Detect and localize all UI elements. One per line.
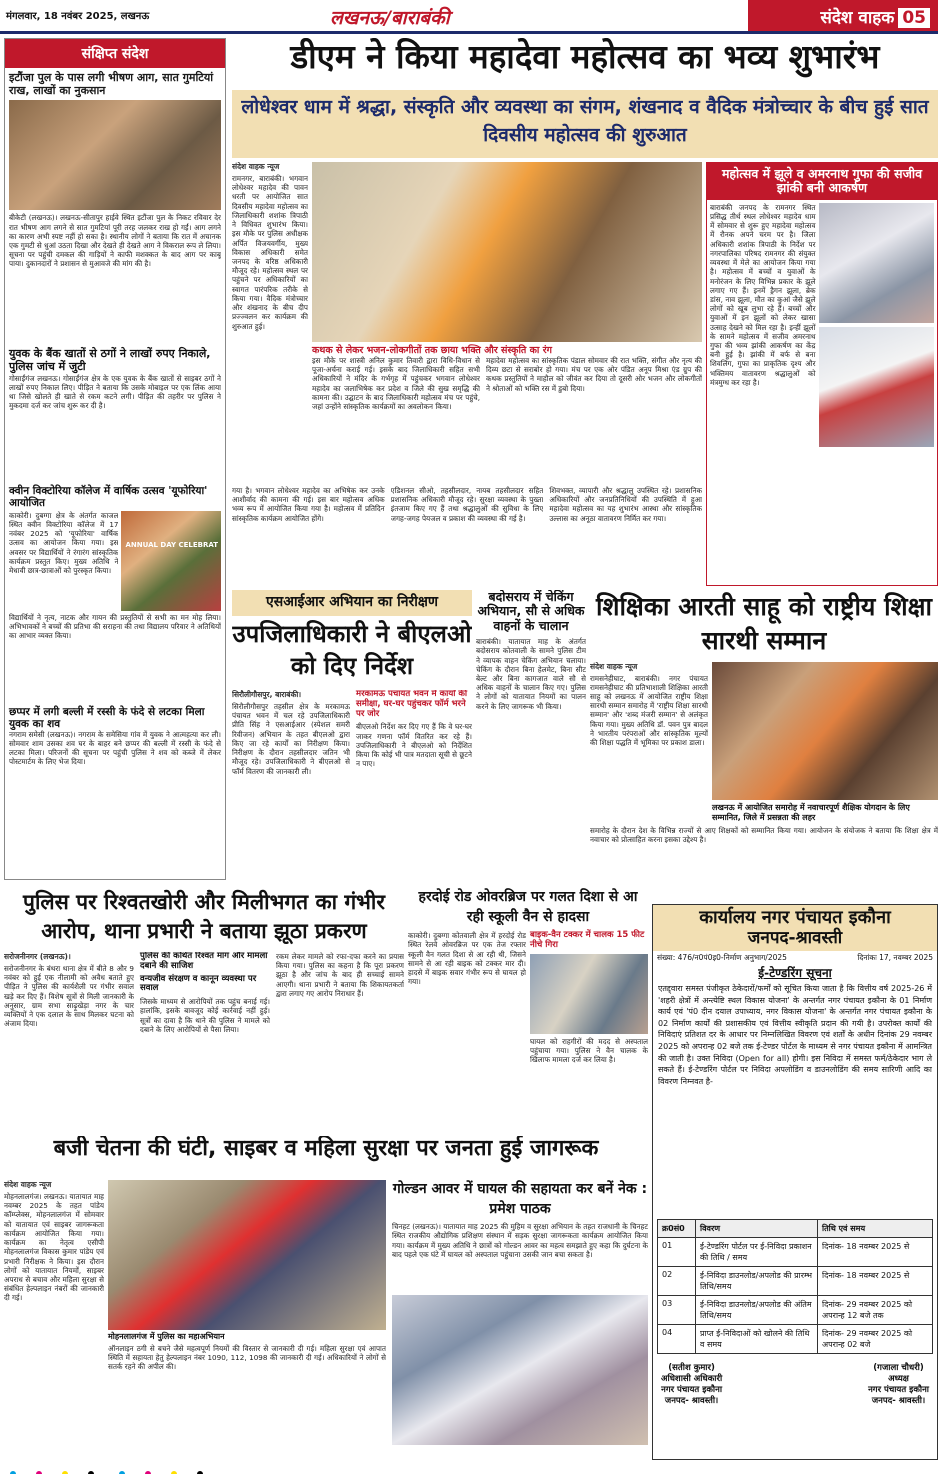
sir-banner: एसआईआर अभियान का निरीक्षण: [265, 594, 438, 610]
brand-name: संदेश वाहक: [820, 8, 895, 28]
sig2-dist: जनपद- श्रावस्ती।: [871, 1396, 926, 1407]
caption-text-wrap: [486, 356, 702, 446]
golden-body: चिनहट (लखनऊ)। यातायात माह 2025 की मुहिम व सुरक्षा अभियान के तहत राजधानी के चिनहट स्थित राजकीय औद्योगिक प्रशिक्षण संस्थान में सड़क सुरक्षा जागरूकता कार्यक्रम आयोजित किया गया। कार्यक्रम में मुख्य अतिथि ने छात्रों को गोल्डन आवर का महत्व समझाते हुए कहा कि दुर्घटना के बाद पहले एक घंटे में घायल को अस्पताल पहुंचाना उसकी जान बचा सकता है।: [392, 1222, 648, 1259]
brief-2-body: गोसाईंगंज लखनऊ। गोसाईंगंज क्षेत्र के एक युवक के बैंक खातों से साइबर ठगों ने लाखों रुपए निकाल लिए। पीड़ित ने बताया कि उसके मोबाइल पर एक लिंक आया था जिसे खोलते ही खाते से रकम कटने लगी। पीड़ित की तहरीर पर पुलिस ने मुकदमा दर्ज कर जांच शुरू कर दी है।: [9, 373, 221, 411]
police-headline-box: [4, 888, 404, 950]
table-row: [658, 1325, 933, 1354]
lead-col-4: एडिशनल सीओ, तहसीलदार, नायब तहसीलदार सहित प्रशासनिक अधिकारी मौजूद रहे। सुरक्षा व्यवस्था के पुख्ता इंतजाम किए गए हैं तथा श्रद्धालुओं की सुविधा के लिए जगह-जगह पेयजल व प्रकाश की व्यवस्था की गई है।: [390, 486, 544, 523]
police-quote-1: पुलिस की कथित रिश्वत मांग और मामला दबाने की साजिश: [140, 952, 268, 971]
tender-heading: ई-टेण्डरिंग सूचना: [758, 966, 832, 981]
lead-col-5: शिवभक्त, व्यापारी और श्रद्धालु उपस्थित रहे। प्रशासनिक अधिकारियों और जनप्रतिनिधियों की उपस्थिति में हुआ महादेवा महोत्सव का यह शुभारंभ आस्था और सांस्कृतिक उल्लास का अनूठा वातावरण निर्मित कर गया।: [549, 486, 702, 523]
lead-headline-box: [232, 38, 938, 84]
lead-subhead-box: [232, 90, 938, 158]
bell-headline-box: [4, 1136, 648, 1176]
sir-banner-box: [232, 590, 472, 616]
table-cell: ई-टेण्डरिंग पोर्टल पर ई-निविदा प्रकाशन की तिथि / समय: [696, 1238, 818, 1267]
page-header: [0, 0, 938, 34]
sir-body-2: बीएलओ निर्देश कर दिए गए हैं कि वे घर-घर जाकर गणना फॉर्म वितरित कर रहे हैं। उपजिलाधिकारी ने बीएलओ को निर्देशित किया कि कोई भी पात्र मतदाता सूची से छूटने न पाए।: [356, 722, 472, 769]
golden-hour-photo: [392, 1295, 648, 1445]
jhula-box: [706, 162, 938, 586]
table-cell: ई-निविदा डाउनलोड/अपलोड की प्रारम्भ तिथि/समय: [696, 1267, 818, 1296]
brief-3-body: काकोरी। दुबग्गा क्षेत्र के अंतर्गत काजल स्थित क्वीन विक्टोरिया कॉलेज में 17 नवंबर 2025 को 'यूफोरिया' वार्षिक उत्सव का आयोजन किया गया। इस अवसर पर विद्यार्थियों ने रंगारंग सांस्कृतिक कार्यक्रम प्रस्तुत किए। मुख्य अतिथि ने मेधावी छात्र-छात्राओं को पुरस्कृत किया।: [9, 510, 119, 575]
sir-body: सिरौलीगौसपुर तहसील क्षेत्र के मरकामऊ पंचायत भवन में चल रहे उपजिलाधिकारी प्रीति सिंह ने एसआईआर (स्पेशल समरी रिवीजन) अभियान के तहत बीएलओ द्वारा किए जा रहे कार्यों का निरीक्षण किया। निरीक्षण के दौरान तहसीलदार जतिन भी मौजूद रहे। उपजिलाधिकारी ने बीएलओ से फॉर्म वितरण की जानकारी ली।: [232, 702, 350, 776]
lead-col-2-wrap: [312, 356, 480, 486]
table-row: [658, 1296, 933, 1325]
hardoi-story: [408, 888, 648, 1132]
sir-quote: मरकामऊ पंचायत भवन में कार्यों की समीक्षा, घर-घर पहुंचकर फॉर्म भरने पर जोर: [356, 690, 468, 719]
page-number: 05: [898, 8, 930, 28]
sig2-role: अध्यक्ष: [888, 1374, 909, 1385]
table-cell: दिनांक- 29 नवम्बर 2025 को अपरान्ह 02 बजे: [818, 1325, 933, 1354]
awareness-photo: [108, 1180, 386, 1330]
sir-headline-box: [232, 618, 472, 688]
lead-lower-cols: [232, 486, 702, 582]
brief-2-headline: युवक के बैंक खातों से ठगों ने लाखों रुपए निकाले, पुलिस जांच में जुटी: [9, 347, 211, 373]
lead-col-2: इस मौके पर शास्त्री अनिल कुमार तिवारी द्वारा विधि-विधान से पूजा-अर्चना कराई गई। इसके बाद जिलाधिकारी सहित सभी अधिकारियों ने मंदिर के गर्भगृह में पहुंचकर भगवान लोधेश्वर महादेव का जलाभिषेक कर प्रदेश व जिले की सुख समृद्धि की कामना की। उद्घाटन के बाद जिलाधिकारी महोत्सव मंच पर पहुंचे, जहां उन्होंने सांस्कृतिक कार्यक्रमों का अवलोकन किया।: [312, 356, 480, 412]
lead-byline: संदेश वाहक न्यूज: [232, 162, 280, 171]
sir-byline: सिरौलीगौसपुर, बाराबंकी।: [232, 690, 302, 699]
photo-caption: कथक से लेकर भजन-लोकगीतों तक छाया भक्ति और संस्कृति का रंग: [312, 345, 552, 356]
police-byline: सरोजनीनगर (लखनऊ)।: [4, 952, 71, 961]
sidebar-title: संक्षिप्त संदेश: [5, 39, 225, 68]
print-registration: [0, 1464, 938, 1474]
sir-headline: उपजिलाधिकारी ने बीएलओ को दिए निर्देश: [232, 620, 472, 681]
hardoi-headline: हरदोई रोड ओवरब्रिज पर गलत दिशा से आ रही स्कूली वैन से हादसा: [418, 889, 638, 925]
masthead: [748, 0, 938, 31]
table-cell: 03: [658, 1296, 696, 1325]
brief-4-headline: छप्पर में लगी बल्ली में रस्सी के फंदे से लटका मिला युवक का शव: [9, 705, 205, 730]
sir-body-wrap: [232, 690, 472, 886]
sig1-dist: जनपद- श्रावस्ती।: [664, 1396, 719, 1407]
accident-photo: [530, 954, 648, 1034]
tender-col-header: क्र0सं0: [658, 1220, 696, 1238]
tender-schedule-table: [657, 1219, 933, 1354]
table-row: [658, 1238, 933, 1267]
lead-headline: डीएम ने किया महादेवा महोत्सव का भव्य शुभारंभ: [290, 38, 880, 76]
brief-3-headline: क्वीन विक्टोरिया कॉलेज में वार्षिक उत्सव 'यूफोरिया' आयोजित: [9, 484, 208, 509]
lead-col-3: गया है। भगवान लोधेश्वर महादेव का अभिषेक कर उनके आशीर्वाद की कामना की गई। इस बार महोत्सव अधिक भव्य रूप में आयोजित किया गया है। महोत्सव में प्रतिदिन सांस्कृतिक कार्यक्रम आयोजित होंगे।: [232, 486, 385, 523]
brief-1-headline: इटौंजा पुल के पास लगी भीषण आग, सात गुमटियां राख, लाखों का नुकसान: [9, 71, 214, 97]
bell-story: [4, 1180, 388, 1464]
aarti-caption: लखनऊ में आयोजित समारोह में नवाचारपूर्ण शैक्षिक योगदान के लिए सम्मानित, जिले में प्रसन्नता की लहर: [712, 802, 910, 822]
edition-city: लखनऊ/बाराबंकी: [330, 7, 450, 29]
sig1-org: नगर पंचायत इकौना: [661, 1385, 723, 1396]
tender-col-header: विवरण: [696, 1220, 818, 1238]
award-photo: [712, 662, 938, 800]
tender-title: कार्यालय नगर पंचायत इकौना: [699, 907, 891, 928]
brief-4-body: नगराम समेसी (लखनऊ)। नगराम के समेसिया गांव में युवक ने आत्महत्या कर ली। सोमवार शाम उसका शव घर के बाहर बने छप्पर की बल्ली में रस्सी के फंदे से लटका मिला। परिजनों की सूचना पर पहुंची पुलिस ने शव को कब्जे में लेकर पोस्टमार्टम के लिए भेज दिया।: [9, 729, 221, 767]
bell-headline: बजी चेतना की घंटी, साइबर व महिला सुरक्षा पर जनता हुई जागरूक: [53, 1136, 599, 1161]
sig1-role: अधिशासी अधिकारी: [661, 1374, 723, 1385]
issue-date: मंगलवार, 18 नवंबर 2025, लखनऊ: [6, 11, 150, 22]
brief-1-body: बीकेटी (लखनऊ)। लखनऊ-सीतापुर हाईवे स्थित इटौंजा पुल के निकट रविवार देर रात भीषण आग लगने से सात गुमटियां पूरी तरह जलकर राख हो गईं। आग लगने का कारण अभी स्पष्ट नहीं हो सका है। स्थानीय लोगों ने बताया कि रात में अचानक एक गुमटी से धुआं उठता दिखा और देखते ही देखते आग ने विकराल रूप ले लिया। सूचना पर पहुंची दमकल की गाड़ियों ने काफी मशक्कत के बाद आग पर काबू पाया। दुकानदारों ने प्रशासन से मुआवजे की मांग की है।: [9, 213, 221, 269]
aarti-body-2: समारोह के दौरान देश के विभिन्न राज्यों से आए शिक्षकों को सम्मानित किया गया। आयोजन के संयोजक ने बताया कि शिक्षा क्षेत्र में नवाचार को प्रोत्साहित करना इसका उद्देश्य है।: [590, 825, 938, 844]
police-body-wrap: [4, 952, 404, 1132]
vehicle-headline: बदोसराय में चेकिंग अभियान, सौ से अधिक वाहनों के चालान: [477, 590, 585, 633]
police-quote-2: वन्यजीव संरक्षण व कानून व्यवस्था पर सवाल: [140, 973, 257, 994]
sig2-org: नगर पंचायत इकौना: [868, 1385, 929, 1396]
table-cell: प्राप्त ई-निविदाओं को खोलने की तिथि व समय: [696, 1325, 818, 1354]
hardoi-quote: बाइक-वैन टक्कर में चालक 15 फीट नीचे गिरा: [530, 930, 645, 950]
hardoi-body-2: घायल को राहगीरों की मदद से अस्पताल पहुंचाया गया। पुलिस ने वैन चालक के खिलाफ मामला दर्ज कर लिया है।: [530, 1036, 648, 1065]
tender-subtitle: जनपद-श्रावस्ती: [747, 927, 843, 948]
signatory-2: [868, 1362, 929, 1406]
bell-caption: मोहनलालगंज में पुलिस का महाअभियान: [108, 1332, 225, 1341]
sig1-name: (सतीश कुमार): [668, 1363, 715, 1374]
vehicle-body: बाराबंकी। यातायात माह के अंतर्गत बदोसराय कोतवाली के सामने पुलिस टीम ने व्यापक वाहन चेकिंग अभियान चलाया। चेकिंग के दौरान बिना हेलमेट, बिना सीट बेल्ट और बिना कागजात वाले सौ से अधिक वाहनों के चालान किए गए। पुलिस ने लोगों को यातायात नियमों का पालन करने के लिए जागरूक भी किया।: [476, 637, 586, 711]
jhula-headline: महोत्सव में झूले व अमरनाथ गुफा की सजीव झांकी बनी आकर्षण: [707, 163, 937, 200]
sig2-name: (गजाला चौधरी): [873, 1363, 924, 1374]
police-headline: पुलिस पर रिश्वतखोरी और मिलीभगत का गंभीर आरोप, थाना प्रभारी ने बताया झूठा प्रकरण: [23, 890, 385, 944]
fire-photo: [9, 100, 221, 210]
golden-headline: गोल्डन आवर में घायल की सहायता कर बनें नेक : प्रमेश पाठक: [392, 1181, 648, 1217]
amarnath-cave-photo: [819, 327, 934, 447]
bell-body-2: ऑनलाइन ठगी से बचने जैसे महत्वपूर्ण नियमों की विस्तार से जानकारी दी गई। महिला सुरक्षा एवं आपात स्थिति में सहायता हेतु हेल्पलाइन नंबर 1090, 112, 1098 की जानकारी दी गई। अधिकारियों ने लोगों से सतर्क रहने की अपील की।: [108, 1344, 386, 1372]
vehicle-check-story: [476, 590, 586, 886]
police-body: सरोजनीनगर के बंथरा थाना क्षेत्र में बीते 8 और 9 नवंबर को हुई एक नीलामी को अवैध बताते हुए पीड़ित ने पुलिस की कार्यशैली पर गंभीर सवाल खड़े कर दिए हैं। विशेष सूत्रों से मिली जानकारी के अनुसार, ग्राम सभा साढ़ूखेड़ा नगर के चार व्यक्तियों ने एक दलाल के साथ मिलकर घटना को अंजाम दिया।: [4, 964, 134, 1029]
lead-subhead: लोधेश्वर धाम में श्रद्धा, संस्कृति और व्यवस्था का संगम, शंखनाद व वैदिक मंत्रोच्चार के बीच हुई सात दिवसीय महोत्सव की शुरुआत: [241, 96, 929, 146]
table-cell: दिनांक- 29 नवम्बर 2025 को अपरान्ह 12 बजे तक: [818, 1296, 933, 1325]
annual-day-banner: ANNUAL DAY CELEBRAT: [125, 540, 218, 549]
annual-day-photo: [121, 511, 221, 611]
bell-body: मोहनलालगंज। लखनऊ। यातायात माह नवम्बर 2025 के तहत पांडेय कॉम्प्लेक्स, मोहनलालगंज में सोमवार को यातायात एवं साइबर जागरूकता कार्यक्रम आयोजित किया गया। कार्यक्रम का नेतृत्व एसीपी मोहनलालगंज विकास कुमार पांडेय एवं प्रभारी निरीक्षक ने किया। इस दौरान लोगों को यातायात नियमों, साइबर अपराध से बचाव और महिला सुरक्षा से संबंधित हेल्पलाइन नंबरों की जानकारी दी गई।: [4, 1192, 104, 1303]
police-body-3: रकम लेकर मामले को रफा-दफा करने का प्रयास किया गया। पुलिस का कहना है कि पूरा प्रकरण झूठा है और जांच के बाद ही सच्चाई सामने आएगी। थाना प्रभारी ने बताया कि शिकायतकर्ता द्वारा लगाए गए आरोप निराधार हैं।: [276, 952, 404, 998]
hardoi-body: काकोरी। दुबग्गा कोतवाली क्षेत्र में हरदोई रोड स्थित रेलवे ओवरब्रिज पर एक तेज रफ्तार स्कूली वैन गलत दिशा से आ रही थी, जिसने सामने से आ रही बाइक को टक्कर मार दी। हादसे में बाइक सवार गंभीर रूप से घायल हो गया।: [408, 931, 526, 987]
table-row: [658, 1267, 933, 1296]
tender-date: दिनांकः 17, नवम्बर 2025: [857, 953, 933, 963]
table-cell: 01: [658, 1238, 696, 1267]
tender-notice: [652, 904, 938, 1460]
police-body-2: जिसके माध्यम से आरोपियों तक पहुंच बनाई गई। हालांकि, इसके बावजूद कोई कार्रवाई नहीं हुई। सूत्रों का दावा है कि थाने की पुलिस ने मामले को दबाने के लिए आरोपियों से पैसा लिया।: [140, 997, 270, 1034]
table-cell: दिनांक- 18 नवम्बर 2025 से: [818, 1267, 933, 1296]
dm-inauguration-photo: [312, 162, 702, 342]
photo-caption-text: महादेवा महोत्सव का सांस्कृतिक पंडाल सोमवार की रात भक्ति, संगीत और नृत्य की दिव्य छटा से सराबोर हो गया। मंच पर एक ओर पंडित अनूप मिश्रा एंड ग्रुप की कथक प्रस्तुतियों ने माहौल को जीवंत कर दिया तो दूसरी ओर भजन और लोकगीतों ने श्रोताओं को भक्ति रस में डुबो दिया।: [486, 356, 702, 393]
briefs-sidebar: संक्षिप्त संदेश इटौंजा पुल के पास लगी भीषण आग, सात गुमटियां राख, लाखों का नुकसान बीकेटी (लखनऊ)। लखनऊ-सीतापुर हाईवे स्थित इटौंजा पुल के निकट रविवार देर रात भीषण आग लगने से सात गुमटियां पूरी तरह जलकर राख हो गईं। आग लगने का कारण अभी स्पष्ट नहीं हो सका है। स्थानीय लोगों ने बताया कि रात में अचानक एक गुमटी से धुआं उठता दिखा और देखते ही देखते आग ने विकराल रूप ले लिया। सूचना पर पहुंची दमकल की गाड़ियों ने काफी मशक्कत के बाद आग पर काबू पाया। दुकानदारों ने प्रशासन से मुआवजे की मांग की है। युवक के बैंक खातों से ठगों ने लाखों रुपए निकाले, पुलिस जांच में जुटी गोसाईंगंज लखनऊ। गोसाईंगंज क्षेत्र के एक युवक के बैंक खातों से साइबर ठगों ने लाखों रुपए निकाल लिए। पीड़ित ने बताया कि उसके मोबाइल पर एक लिंक आया था जिसे खोलते ही खाते से रकम कटने लगी। पीड़ित की तहरीर पर पुलिस ने मुकदमा दर्ज कर जांच शुरू कर दी है। क्वीन विक्टोरिया कॉलेज में वार्षिक उत्सव 'यूफोरिया' आयोजित काकोरी। दुबग्गा क्षेत्र के अंतर्गत काजल स्थित क्वीन विक्टोरिया कॉलेज में 17 नवंबर 2025 को 'यूफोरिया' वार्षिक उत्सव का आयोजन किया गया। इस अवसर पर विद्यार्थियों ने रंगारंग सांस्कृतिक कार्यक्रम प्रस्तुत किए। मुख्य अतिथि ने मेधावी छात्र-छात्राओं को पुरस्कृत किया। ANNUAL DAY CELEBRAT विद्यार्थियों ने नृत्य, नाटक और गायन की प्रस्तुतियों से सभी का मन मोह लिया। अभिभावकों ने बच्चों की प्रतिभा की सराहना की तथा विद्यालय परिवार ने अतिथियों का आभार व्यक्त किया। छप्पर में लगी बल्ली में रस्सी के फंदे से लटका मिला युवक का शव नगराम समेसी (लखनऊ)। नगराम के समेसिया गांव में युवक ने आत्महत्या कर ली। सोमवार शाम उसका शव घर के बाहर बने छप्पर की बल्ली में रस्सी के फंदे से लटका मिला। परिजनों की सूचना पर पहुंची पुलिस ने शव को कब्जे में लेकर पोस्टमार्टम के लिए भेज दिया।: [4, 38, 226, 880]
bell-byline: संदेश वाहक न्यूज: [4, 1180, 52, 1189]
golden-story: [392, 1180, 648, 1464]
table-cell: दिनांक- 18 नवम्बर 2025 से: [818, 1238, 933, 1267]
aarti-byline: संदेश वाहक न्यूज: [590, 661, 638, 671]
tender-body: एतद्द्वारा समस्त पंजीकृत ठेकेदारों/फर्मों को सूचित किया जाता है कि वित्तीय वर्ष 2025-26 में 'शहरी क्षेत्रों में अन्त्येष्टि स्थल विकास योजना' के अन्तर्गत नगर पंचायत इकौना के 01 निर्माण कार्य एवं 'पं0 दीन दयाल उपाध्याय, नगर विकास योजना' के अन्तर्गत नगर पंचायत इकौना के 02 निर्माण कार्यों की प्रशासकीय एवं वित्तीय स्वीकृति प्रदान की गयी है। उपरोक्त कार्यों की निविदाएं प्रतिशत दर के आधार पर निम्नलिखित विवरण एवं शर्तों के अधीन दिनांक 29 नवम्बर 2025 को अपरान्ह 02 बजे तक ई-टेण्डर पोर्टल के माध्यम से नगर पंचायत इकौना में आमन्त्रित की जाती है। उक्त निविदा (Open for all) होगी। इस निविदा में समस्त फर्म/ठेकेदार भाग ले सकते हैं। ई-टेण्डरिंग पोर्टल पर निविदा अपलोडिंग व डाउनलोडिंग की समय सारिणी आदि का विवरण निम्नवत है-: [658, 984, 932, 1086]
jhula-body: बाराबंकी जनपद के रामनगर स्थित प्रसिद्ध तीर्थ स्थल लोधेश्वर महादेव धाम में सोमवार से शुरू हुए महादेवा महोत्सव में रौनक अपने चरम पर है। जिला अधिकारी शशांक त्रिपाठी के निर्देश पर नगरपालिका परिषद रामनगर की संयुक्त व्यवस्था में मेले का आयोजन किया गया है। महोत्सव में बच्चों व युवाओं के मनोरंजन के लिए विभिन्न प्रकार के झूले लगाए गए हैं। इनमें ड्रैगन झूला, ब्रेक डांस, नाव झूला, मौत का कुआं जैसे झूले लोगों को खूब लुभा रहे हैं। बच्चों और युवाओं में इन झूलों को लेकर खासा उत्साह देखने को मिल रहा है। इन्हीं झूलों के सामने महोत्सव में सजीव अमरनाथ गुफा की भव्य झांकी आकर्षण का केंद्र बनी हुई है। झांकी में बर्फ से बना शिवलिंग, गुफा का प्राकृतिक दृश्य और भक्तिमय वातावरण श्रद्धालुओं को मंत्रमुग्ध कर रहा है।: [710, 202, 816, 387]
signatory-1: [661, 1362, 722, 1406]
table-cell: 02: [658, 1267, 696, 1296]
lead-col-1: रामनगर, बाराबंकी। भगवान लोधेश्वर महादेव की पावन धरती पर आयोजित सात दिवसीय महादेवा महोत्सव का जिलाधिकारी शशांक त्रिपाठी ने विधिवत शुभारंभ किया। इस मौके पर पुलिस अधीक्षक अर्पित विजयवर्गीय, मुख्य विकास अधिकारी समेत जनपद के वरिष्ठ अधिकारी मौजूद रहे। महोत्सव स्थल पर पहुंचने पर अधिकारियों का स्वागत पारंपरिक तरीके से किया गया। वैदिक मंत्रोच्चार और शंखनाद के बीच दीप प्रज्ज्वलन कर कार्यक्रम की शुरुआत हुई।: [232, 174, 308, 331]
aarti-headline: शिक्षिका आरती साहू को राष्ट्रीय शिक्षा सारथी सम्मान: [595, 592, 933, 655]
aarti-story: [590, 590, 938, 886]
ride-photo: [819, 203, 934, 323]
tender-ref: संख्या: 476/न0पं0इ0-निर्माण अनुभाग/2025: [657, 953, 787, 963]
tender-col-header: तिथि एवं समय: [818, 1220, 933, 1238]
table-cell: 04: [658, 1325, 696, 1354]
aarti-body: रामसनेहीघाट, बाराबंकी। नगर पंचायत रामसनेहीघाट की प्रतिभाशाली शिक्षिका आरती साहू को लखनऊ में आयोजित राष्ट्रीय शिक्षा सारथी सम्मान समारोह में 'राष्ट्रीय शिक्षा सारथी सम्मान' और 'शब्द मंजरी सम्मान' से अलंकृत किया गया। मुख्य अतिथि डॉ. पवन पुत्र बादल ने भारतीय परंपराओं और सांस्कृतिक मूल्यों की शिक्षा पद्धति में भूमिका पर प्रकाश डाला।: [590, 673, 708, 748]
table-cell: ई-निविदा डाउनलोड/अपलोड की अंतिम तिथि/समय: [696, 1296, 818, 1325]
